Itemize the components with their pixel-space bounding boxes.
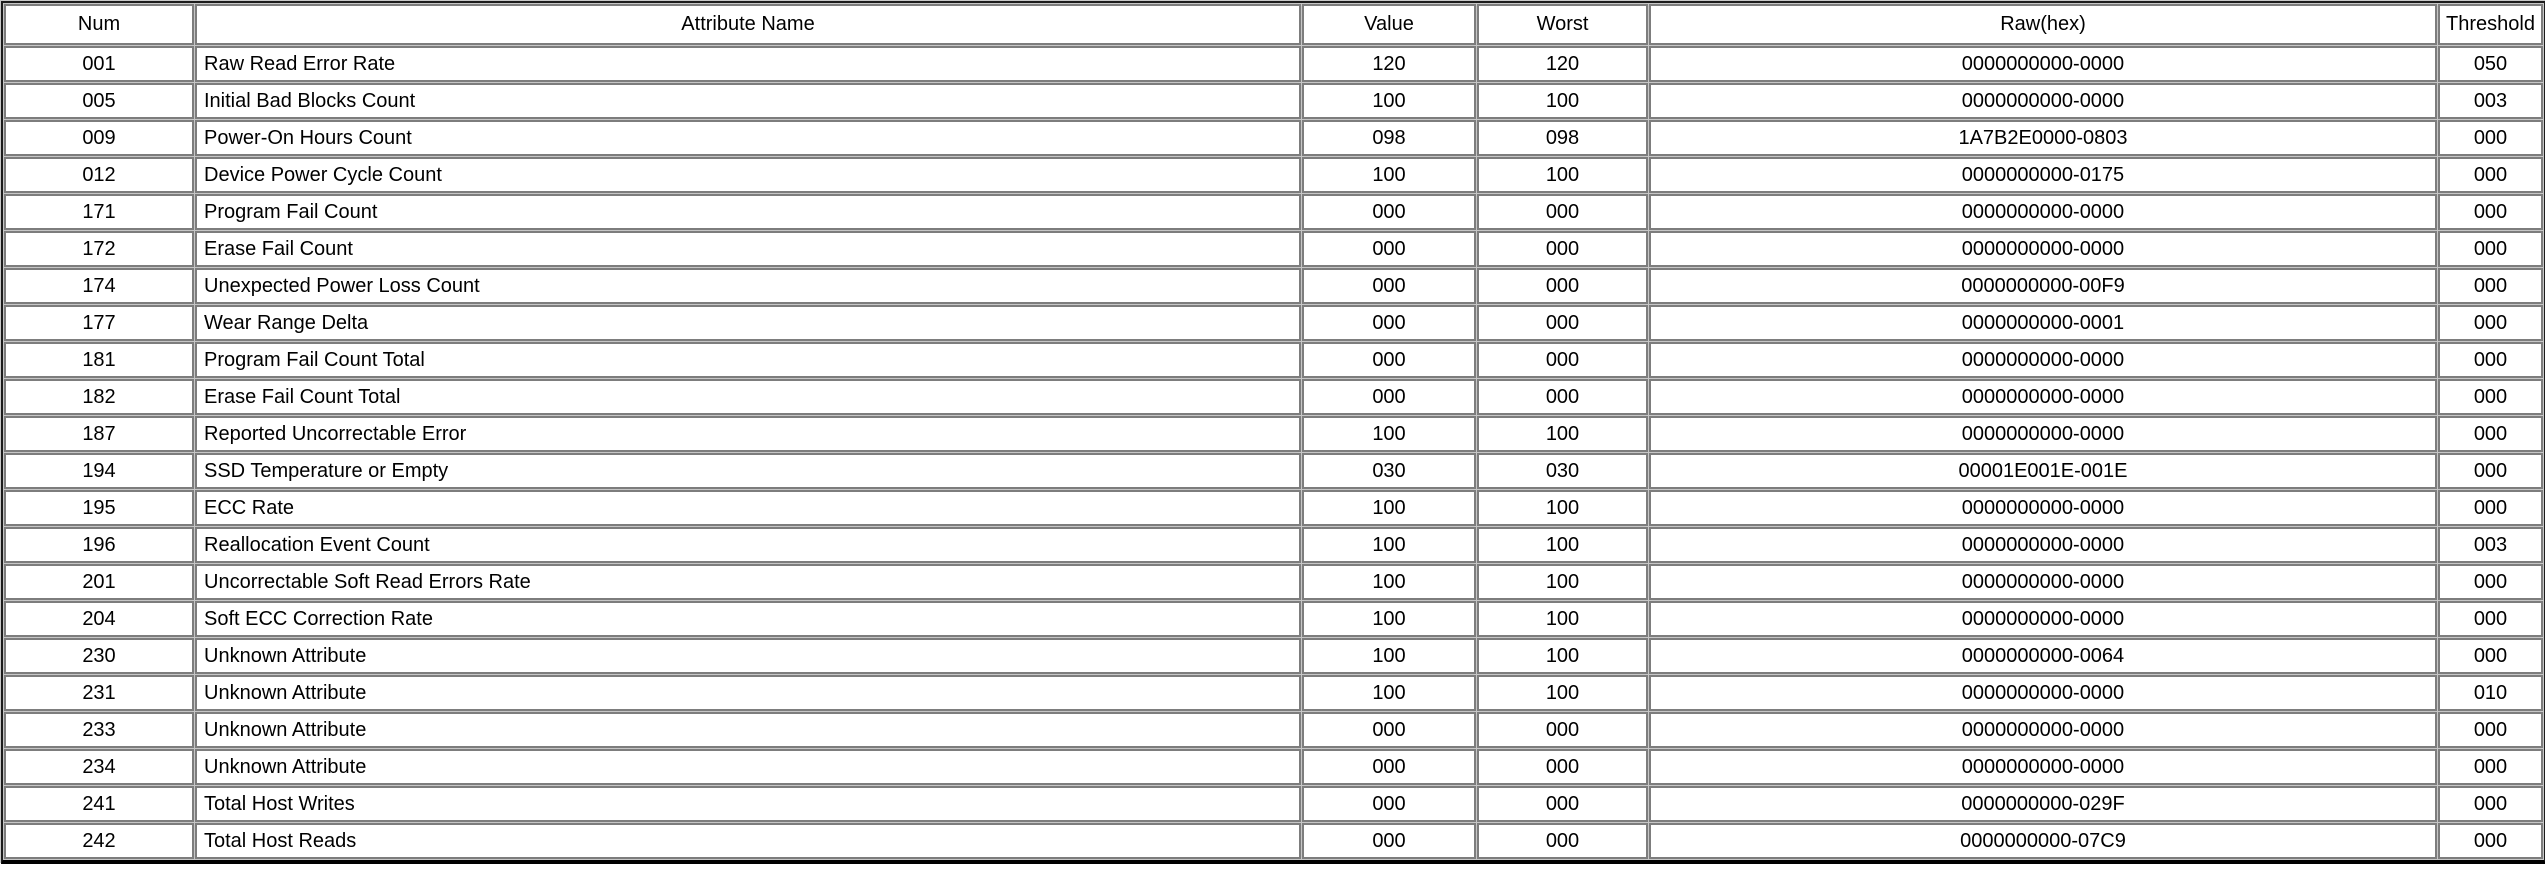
cell-raw-hex: 0000000000-0000 (1649, 749, 2437, 785)
cell-num: 181 (4, 342, 194, 378)
cell-value: 100 (1302, 527, 1476, 563)
col-header-attribute-name: Attribute Name (195, 4, 1301, 45)
table-row (4, 786, 2543, 822)
table-row (4, 601, 2543, 637)
cell-raw-hex: 0000000000-0000 (1649, 83, 2437, 119)
table-row (4, 527, 2543, 563)
table-row (4, 416, 2543, 452)
cell-value: 000 (1302, 342, 1476, 378)
cell-num: 233 (4, 712, 194, 748)
cell-worst: 100 (1477, 564, 1648, 600)
cell-attribute-name: Initial Bad Blocks Count (195, 83, 1301, 119)
cell-attribute-name: Program Fail Count (195, 194, 1301, 230)
cell-value: 098 (1302, 120, 1476, 156)
cell-raw-hex: 0000000000-0001 (1649, 305, 2437, 341)
cell-num: 012 (4, 157, 194, 193)
table-row (4, 749, 2543, 785)
cell-value: 100 (1302, 675, 1476, 711)
cell-worst: 100 (1477, 490, 1648, 526)
cell-num: 241 (4, 786, 194, 822)
col-header-worst: Worst (1477, 4, 1648, 45)
cell-num: 194 (4, 453, 194, 489)
smart-report-panel (1, 1, 2545, 864)
cell-threshold: 000 (2438, 453, 2543, 489)
cell-value: 000 (1302, 712, 1476, 748)
cell-attribute-name: Unknown Attribute (195, 749, 1301, 785)
table-row (4, 712, 2543, 748)
cell-raw-hex: 1A7B2E0000-0803 (1649, 120, 2437, 156)
cell-threshold: 000 (2438, 379, 2543, 415)
cell-worst: 000 (1477, 231, 1648, 267)
cell-raw-hex: 0000000000-0000 (1649, 416, 2437, 452)
cell-raw-hex: 0000000000-0000 (1649, 712, 2437, 748)
cell-attribute-name: Soft ECC Correction Rate (195, 601, 1301, 637)
cell-value: 000 (1302, 305, 1476, 341)
cell-attribute-name: SSD Temperature or Empty (195, 453, 1301, 489)
cell-worst: 000 (1477, 823, 1648, 859)
cell-threshold: 000 (2438, 638, 2543, 674)
cell-threshold: 000 (2438, 157, 2543, 193)
cell-raw-hex: 0000000000-029F (1649, 786, 2437, 822)
cell-worst: 100 (1477, 527, 1648, 563)
cell-threshold: 000 (2438, 601, 2543, 637)
table-row (4, 823, 2543, 859)
col-header-value: Value (1302, 4, 1476, 45)
cell-worst: 000 (1477, 194, 1648, 230)
cell-num: 171 (4, 194, 194, 230)
cell-attribute-name: Wear Range Delta (195, 305, 1301, 341)
cell-num: 231 (4, 675, 194, 711)
cell-attribute-name: Unknown Attribute (195, 675, 1301, 711)
cell-value: 000 (1302, 749, 1476, 785)
cell-raw-hex: 0000000000-0000 (1649, 675, 2437, 711)
cell-attribute-name: Raw Read Error Rate (195, 46, 1301, 82)
cell-num: 195 (4, 490, 194, 526)
cell-attribute-name: Program Fail Count Total (195, 342, 1301, 378)
cell-worst: 000 (1477, 342, 1648, 378)
cell-threshold: 000 (2438, 305, 2543, 341)
cell-threshold: 000 (2438, 194, 2543, 230)
cell-threshold: 000 (2438, 268, 2543, 304)
smart-attributes-table (3, 3, 2544, 860)
cell-value: 100 (1302, 601, 1476, 637)
table-row (4, 453, 2543, 489)
cell-raw-hex: 0000000000-0000 (1649, 601, 2437, 637)
cell-raw-hex: 00001E001E-001E (1649, 453, 2437, 489)
cell-value: 100 (1302, 83, 1476, 119)
cell-attribute-name: Unexpected Power Loss Count (195, 268, 1301, 304)
table-row (4, 379, 2543, 415)
cell-attribute-name: Total Host Writes (195, 786, 1301, 822)
cell-worst: 120 (1477, 46, 1648, 82)
cell-value: 100 (1302, 638, 1476, 674)
cell-attribute-name: Total Host Reads (195, 823, 1301, 859)
cell-worst: 000 (1477, 268, 1648, 304)
cell-value: 000 (1302, 231, 1476, 267)
table-row (4, 490, 2543, 526)
cell-worst: 100 (1477, 157, 1648, 193)
cell-value: 000 (1302, 194, 1476, 230)
cell-num: 204 (4, 601, 194, 637)
table-row (4, 342, 2543, 378)
cell-raw-hex: 0000000000-0000 (1649, 564, 2437, 600)
cell-threshold: 000 (2438, 120, 2543, 156)
col-header-raw-hex: Raw(hex) (1649, 4, 2437, 45)
cell-worst: 100 (1477, 416, 1648, 452)
cell-raw-hex: 0000000000-0000 (1649, 379, 2437, 415)
cell-raw-hex: 0000000000-0000 (1649, 490, 2437, 526)
cell-attribute-name: ECC Rate (195, 490, 1301, 526)
col-header-num: Num (4, 4, 194, 45)
cell-num: 182 (4, 379, 194, 415)
table-row (4, 231, 2543, 267)
cell-worst: 100 (1477, 83, 1648, 119)
cell-raw-hex: 0000000000-0000 (1649, 527, 2437, 563)
table-header (4, 4, 2543, 45)
cell-worst: 000 (1477, 749, 1648, 785)
table-body (4, 46, 2543, 859)
cell-num: 174 (4, 268, 194, 304)
cell-threshold: 000 (2438, 342, 2543, 378)
cell-threshold: 003 (2438, 83, 2543, 119)
cell-attribute-name: Reallocation Event Count (195, 527, 1301, 563)
cell-num: 001 (4, 46, 194, 82)
cell-raw-hex: 0000000000-0000 (1649, 46, 2437, 82)
table-row (4, 120, 2543, 156)
cell-worst: 098 (1477, 120, 1648, 156)
cell-threshold: 000 (2438, 564, 2543, 600)
cell-attribute-name: Erase Fail Count Total (195, 379, 1301, 415)
cell-worst: 030 (1477, 453, 1648, 489)
cell-num: 009 (4, 120, 194, 156)
cell-num: 201 (4, 564, 194, 600)
cell-worst: 100 (1477, 638, 1648, 674)
cell-threshold: 000 (2438, 712, 2543, 748)
cell-threshold: 050 (2438, 46, 2543, 82)
table-row (4, 305, 2543, 341)
cell-raw-hex: 0000000000-0000 (1649, 194, 2437, 230)
cell-value: 000 (1302, 786, 1476, 822)
cell-value: 030 (1302, 453, 1476, 489)
cell-raw-hex: 0000000000-0175 (1649, 157, 2437, 193)
cell-attribute-name: Reported Uncorrectable Error (195, 416, 1301, 452)
cell-worst: 000 (1477, 305, 1648, 341)
cell-num: 230 (4, 638, 194, 674)
cell-threshold: 000 (2438, 490, 2543, 526)
cell-threshold: 000 (2438, 823, 2543, 859)
table-row (4, 638, 2543, 674)
cell-attribute-name: Erase Fail Count (195, 231, 1301, 267)
cell-attribute-name: Unknown Attribute (195, 712, 1301, 748)
cell-raw-hex: 0000000000-0000 (1649, 342, 2437, 378)
cell-value: 100 (1302, 416, 1476, 452)
table-row (4, 564, 2543, 600)
cell-threshold: 003 (2438, 527, 2543, 563)
cell-worst: 000 (1477, 379, 1648, 415)
cell-threshold: 000 (2438, 231, 2543, 267)
cell-attribute-name: Uncorrectable Soft Read Errors Rate (195, 564, 1301, 600)
table-row (4, 194, 2543, 230)
cell-num: 196 (4, 527, 194, 563)
cell-worst: 100 (1477, 675, 1648, 711)
cell-threshold: 000 (2438, 786, 2543, 822)
table-row (4, 83, 2543, 119)
cell-value: 100 (1302, 490, 1476, 526)
cell-threshold: 000 (2438, 416, 2543, 452)
cell-worst: 100 (1477, 601, 1648, 637)
cell-num: 005 (4, 83, 194, 119)
col-header-threshold: Threshold (2438, 4, 2543, 45)
table-row (4, 46, 2543, 82)
cell-worst: 000 (1477, 712, 1648, 748)
cell-num: 234 (4, 749, 194, 785)
table-row (4, 675, 2543, 711)
cell-value: 000 (1302, 379, 1476, 415)
cell-value: 000 (1302, 823, 1476, 859)
cell-attribute-name: Device Power Cycle Count (195, 157, 1301, 193)
cell-worst: 000 (1477, 786, 1648, 822)
cell-raw-hex: 0000000000-00F9 (1649, 268, 2437, 304)
cell-num: 187 (4, 416, 194, 452)
table-row (4, 157, 2543, 193)
cell-num: 177 (4, 305, 194, 341)
cell-raw-hex: 0000000000-07C9 (1649, 823, 2437, 859)
cell-value: 100 (1302, 157, 1476, 193)
cell-value: 120 (1302, 46, 1476, 82)
cell-value: 000 (1302, 268, 1476, 304)
cell-raw-hex: 0000000000-0064 (1649, 638, 2437, 674)
cell-threshold: 010 (2438, 675, 2543, 711)
header-row (4, 4, 2543, 45)
cell-attribute-name: Unknown Attribute (195, 638, 1301, 674)
cell-num: 242 (4, 823, 194, 859)
cell-raw-hex: 0000000000-0000 (1649, 231, 2437, 267)
cell-attribute-name: Power-On Hours Count (195, 120, 1301, 156)
cell-threshold: 000 (2438, 749, 2543, 785)
cell-value: 100 (1302, 564, 1476, 600)
table-row (4, 268, 2543, 304)
cell-num: 172 (4, 231, 194, 267)
